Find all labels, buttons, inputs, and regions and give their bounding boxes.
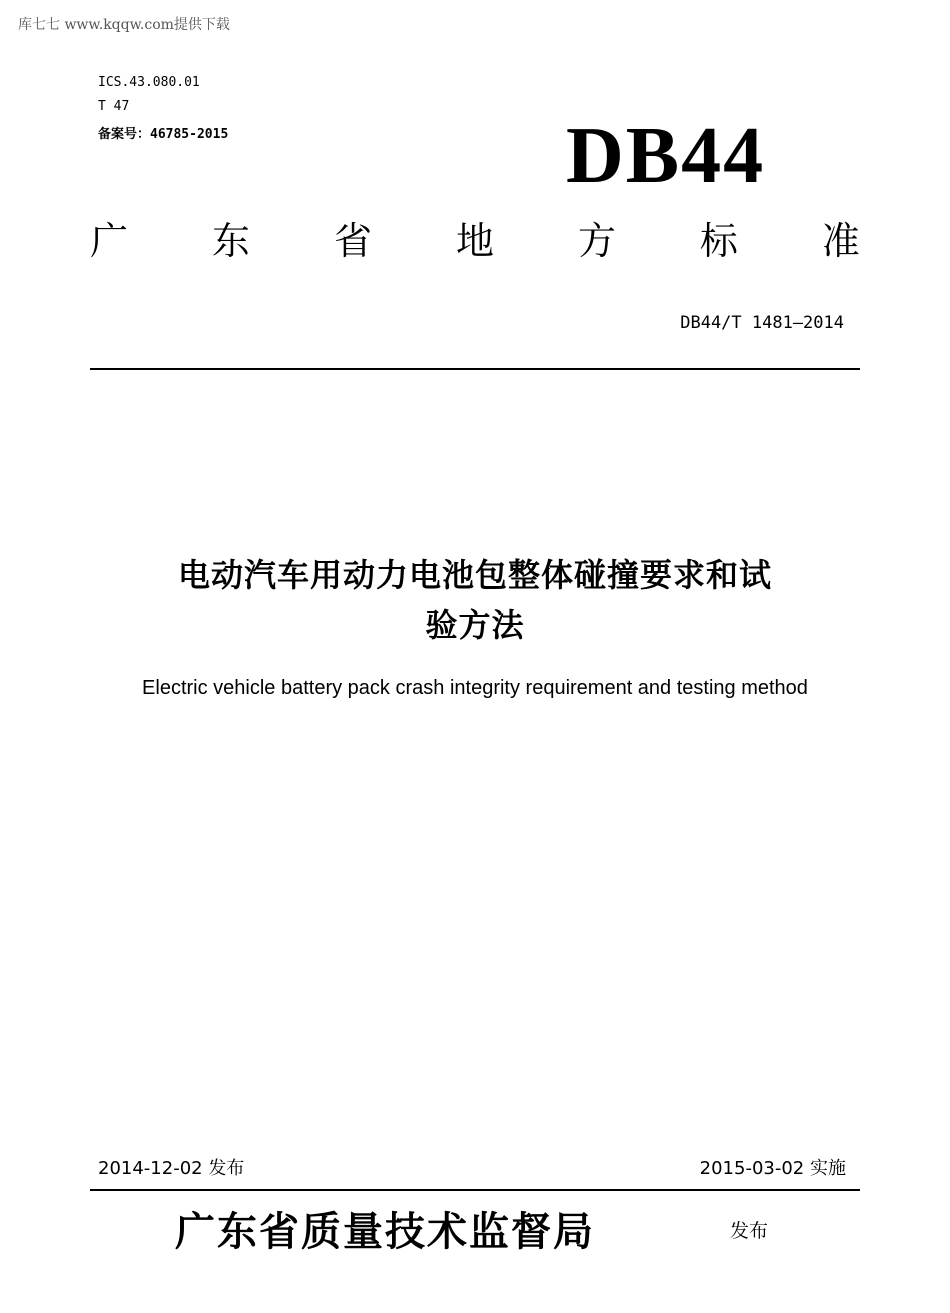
top-divider <box>90 368 860 370</box>
effective-date: 2015-03-02 实施 <box>699 1158 846 1179</box>
standard-type-char: 广 <box>90 219 129 263</box>
standard-code: DB44/T 1481—2014 <box>680 313 844 333</box>
title-zh-line1: 电动汽车用动力电池包整体碰撞要求和试 <box>177 556 772 594</box>
title-zh-line2: 验方法 <box>425 606 525 644</box>
bottom-divider <box>90 1189 860 1191</box>
standard-type-char: 东 <box>211 219 250 263</box>
publish-date: 2014-12-02 发布 <box>98 1158 245 1179</box>
db44-logo: DB44 <box>566 112 766 200</box>
classification-code: T 47 <box>98 99 130 114</box>
standard-type-char: 标 <box>699 219 738 263</box>
document-title-en: Electric vehicle battery pack crash integrity requirement and testing method <box>142 677 808 699</box>
standard-type-char: 省 <box>333 219 372 263</box>
standard-type-char: 准 <box>821 219 860 263</box>
watermark-text: 库七七 www.kqqw.com提供下载 <box>18 17 230 33</box>
filing-number: 备案号：46785-2015 <box>98 127 229 142</box>
standard-type-char: 地 <box>455 219 494 263</box>
issue-label: 发布 <box>730 1220 769 1242</box>
document-title-zh <box>90 550 860 650</box>
ics-code: ICS.43.080.01 <box>98 75 200 90</box>
standard-type-title <box>90 219 860 263</box>
standard-type-char: 方 <box>577 219 616 263</box>
issuing-authority: 广东省质量技术监督局 <box>175 1208 595 1255</box>
